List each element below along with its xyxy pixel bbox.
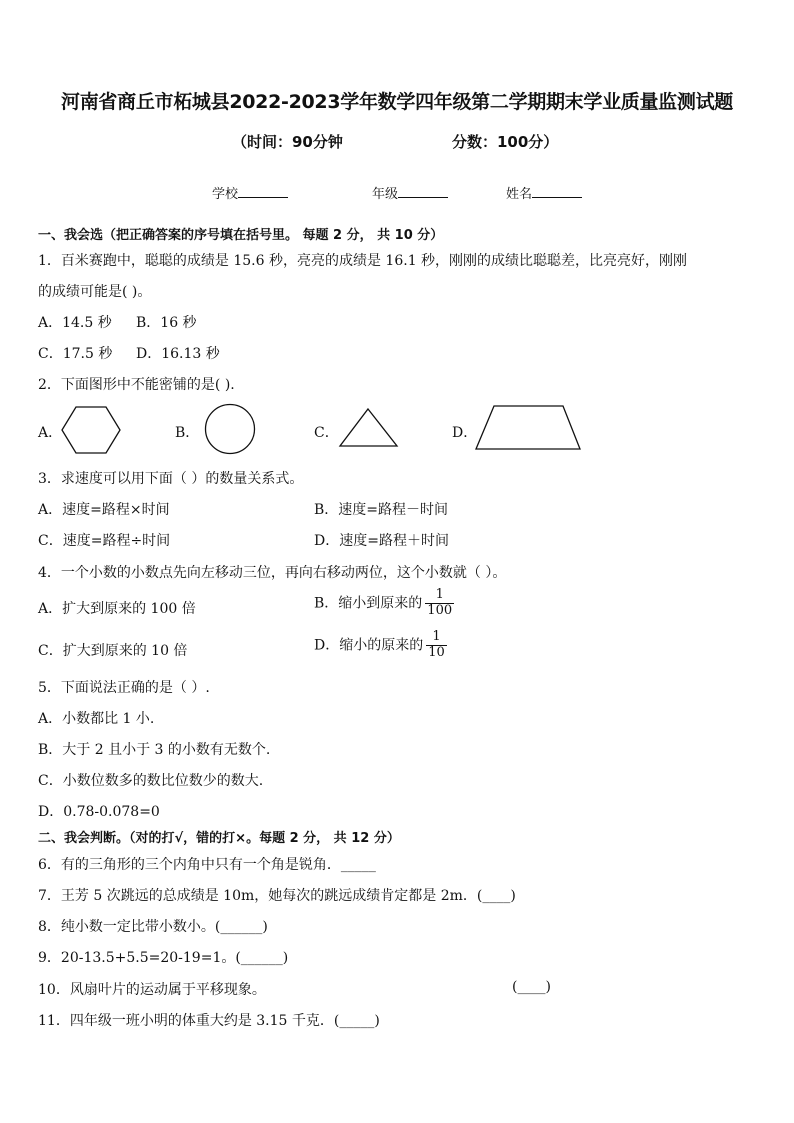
- question-1-option-b[interactable]: B．16 秒: [136, 315, 197, 331]
- question-3-option-b[interactable]: B．速度=路程－时间: [314, 502, 449, 518]
- school-field[interactable]: [212, 183, 288, 202]
- question-8: 8．纯小数一定比带小数小。(______): [38, 919, 268, 935]
- name-blank[interactable]: [532, 197, 582, 198]
- question-4-option-d[interactable]: [314, 630, 447, 661]
- question-3-option-d[interactable]: D．速度=路程＋时间: [314, 533, 449, 549]
- question-3: 3．求速度可以用下面（ ）的数量关系式。: [38, 471, 304, 487]
- question-9: 9．20-13.5+5.5=20-19=1。(______): [38, 950, 289, 966]
- question-4-option-b[interactable]: [314, 588, 454, 619]
- fraction-numerator: 1: [435, 587, 444, 602]
- fraction-numerator: 1: [432, 629, 441, 644]
- question-3-option-a[interactable]: A．速度=路程×时间: [38, 502, 170, 518]
- page-title: 河南省商丘市柘城县2022-2023学年数学四年级第二学期期末学业质量监测试题: [61, 91, 733, 113]
- fraction-1-100: [425, 588, 454, 619]
- grade-blank[interactable]: [398, 197, 448, 198]
- question-11: 11．四年级一班小明的体重大约是 3.15 千克．(_____): [38, 1013, 380, 1029]
- question-2-option-a[interactable]: A．: [38, 425, 63, 441]
- question-2-option-d[interactable]: D．: [452, 425, 478, 441]
- section-1-heading: 一、我会选（把正确答案的序号填在括号里。 每题 2 分， 共 10 分）: [38, 228, 444, 243]
- question-6: 6．有的三角形的三个内角中只有一个角是锐角．_____: [38, 857, 376, 873]
- question-2: 2．下面图形中不能密铺的是( ).: [38, 377, 235, 393]
- question-5-option-c[interactable]: C．小数位数多的数比位数少的数大.: [38, 773, 264, 789]
- fraction-1-10: [426, 630, 447, 661]
- triangle-shape: [339, 408, 399, 448]
- question-4: 4．一个小数的小数点先向左移动三位，再向右移动两位，这个小数就（ ）。: [38, 565, 507, 581]
- school-label: 学校: [212, 187, 239, 202]
- grade-field[interactable]: [372, 183, 448, 202]
- section-2-heading: 二、我会判断。（对的打√，错的打×。每题 2 分， 共 12 分）: [38, 831, 400, 846]
- school-blank[interactable]: [238, 197, 288, 198]
- name-label: 姓名: [506, 187, 533, 202]
- question-4-option-a[interactable]: A．扩大到原来的 100 倍: [38, 601, 196, 617]
- question-4-option-c[interactable]: C．扩大到原来的 10 倍: [38, 643, 188, 659]
- question-7: 7．王芳 5 次跳远的总成绩是 10m，她每次的跳远成绩肯定都是 2m．(____): [38, 888, 516, 904]
- question-2-option-c[interactable]: C．: [314, 425, 339, 441]
- question-5-option-b[interactable]: B．大于 2 且小于 3 的小数有无数个.: [38, 742, 271, 758]
- name-field[interactable]: [506, 183, 582, 202]
- question-10: 10．风扇叶片的运动属于平移现象。: [38, 982, 266, 998]
- question-1-option-c[interactable]: C．17.5 秒: [38, 346, 113, 362]
- grade-label: 年级: [372, 187, 399, 202]
- question-1-option-d[interactable]: D．16.13 秒: [136, 346, 220, 362]
- question-1-line-1: 1．百米赛跑中，聪聪的成绩是 15.6 秒，亮亮的成绩是 16.1 秒，刚刚的成绩比聪聪差，比亮亮好，刚刚: [38, 253, 688, 269]
- exam-time: （时间：90分钟: [232, 133, 343, 151]
- circle-shape: [204, 403, 256, 455]
- question-10-answer-blank[interactable]: (____): [512, 979, 551, 995]
- question-2-option-b[interactable]: B．: [175, 425, 200, 441]
- question-1-option-a[interactable]: A．14.5 秒: [38, 315, 112, 331]
- hexagon-shape: [61, 406, 121, 454]
- fraction-denominator: 100: [427, 602, 453, 618]
- fraction-denominator: 10: [428, 644, 445, 660]
- exam-score: 分数：100分）: [452, 133, 559, 151]
- question-5-option-d[interactable]: D．0.78-0.078=0: [38, 804, 160, 820]
- question-5: 5．下面说法正确的是（ ）.: [38, 680, 210, 696]
- question-4-option-d-label: D．缩小的原来的: [314, 637, 424, 654]
- question-5-option-a[interactable]: A．小数都比 1 小.: [38, 711, 155, 727]
- trapezoid-shape: [474, 403, 582, 451]
- question-3-option-c[interactable]: C．速度=路程÷时间: [38, 533, 171, 549]
- question-1-line-2: 的成绩可能是( )。: [38, 284, 152, 300]
- question-4-option-b-label: B．缩小到原来的: [314, 595, 423, 612]
